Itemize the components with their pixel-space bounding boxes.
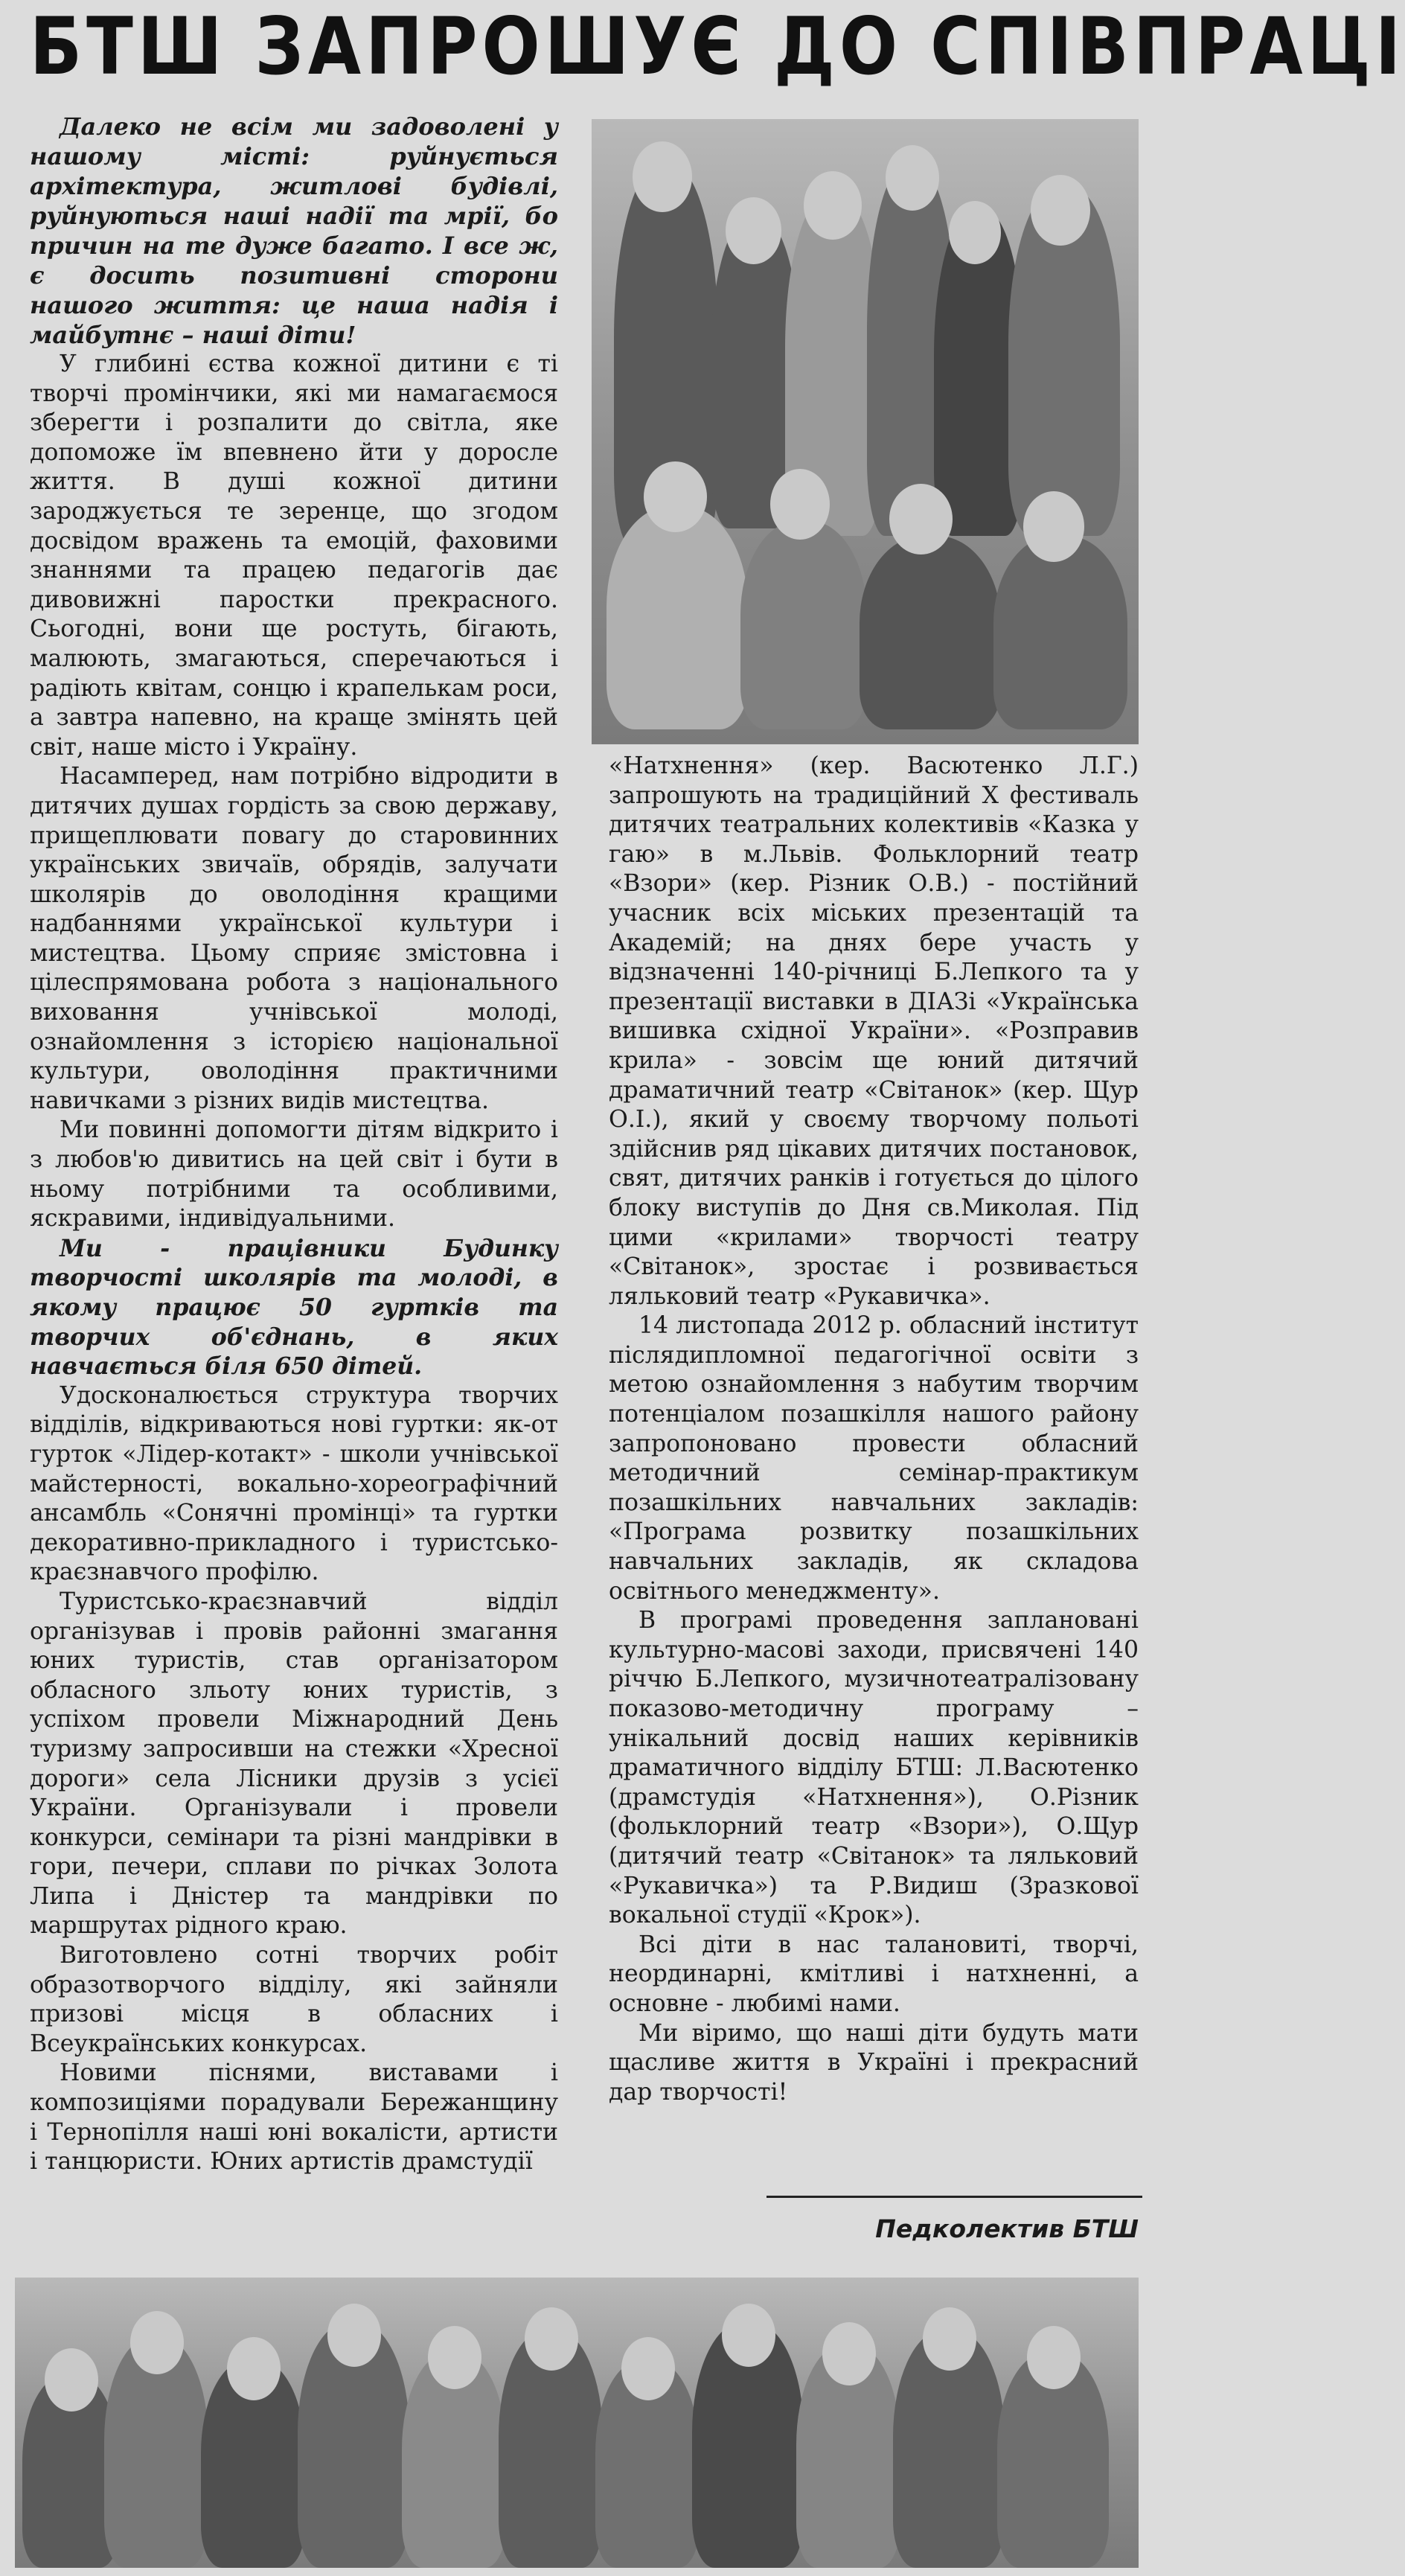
highlight-paragraph: Ми - працівники Будинку творчості школярів та молоді, в якому працює 50 гуртків та творчих об'єднань, в яких навчається біля 650 дітей. — [30, 1234, 558, 1381]
signature: Педколектив БТШ — [875, 2214, 1139, 2243]
headline: БТШ ЗАПРОШУЄ ДО СПІВПРАЦІ — [30, 1, 1405, 93]
paragraph: «Натхнення» (кер. Васютенко Л.Г.) запрошують на традиційний Х фестиваль дитячих театральних колективів «Казка у гаю» в м.Львів. Фольклорний театр «Взори» (кер. Різник О.В.) - постійний учасник всіх міських презентацій та Академій; на днях бере участь у відзначенні 140-річниці Б.Лепкого та у презентації виставки в ДІАЗі «Українська вишивка східної України». «Розправив крила» - зовсім ще юний дитячий драматичний театр «Світанок» (кер. Щур О.І.), який у своєму творчому польоті здійснив ряд цікавих дитячих постановок, свят, дитячих ранків і готується до цілого блоку виступів до Дня св.Миколая. Під цими «крилами» творчості театру «Світанок», зростає і розвивається ляльковий театр «Рукавичка». — [609, 752, 1139, 1310]
paragraph: Ми віримо, що наші діти будуть мати щасливе життя в Україні і прекрасний дар творчості! — [609, 2019, 1139, 2106]
paragraph: Новими піснями, виставами і композиціями порадували Бережанщину і Тернопілля наші юні вокалісти, артисти і танцюристи. Юних артистів драмстудії — [30, 2059, 558, 2176]
paragraph: Виготовлено сотні творчих робіт образотворчого відділу, які зайняли призові місця в обласних і Всеукраїнських конкурсах. — [30, 1942, 558, 2057]
group-photo-staff — [15, 2278, 1139, 2568]
paragraph: Ми повинні допомогти дітям відкрито і з любов'ю дивитись на цей світ і бути в ньому потрібними та особливими, яскравими, індивідуальними. — [30, 1116, 558, 1233]
paragraph: В програмі проведення заплановані культурно-масові заходи, присвячені 140 річчю Б.Лепкого, музичнотеатралізовану показово-методичну програму – унікальний досвід наших керівників драматичного відділу БТШ: Л.Васютенко (драмстудія «Натхнення»), О.Різник (фольклорний театр «Взори»), О.Щур (дитячий театр «Світанок» та ляльковий «Рукавичка») та Р.Видиш (Зразкової вокальної студії «Крок»). — [609, 1607, 1139, 1929]
paragraph: Туристсько-краєзнавчий відділ організував і провів районні змагання юних туристів, став організатором обласного зльоту юних туристів, з успіхом провели Міжнародний День туризму запросивши на стежки «Хресної дороги» села Лісники друзів з усієї України. Організували і провели конкурси, семінари та різні мандрівки в гори, печери, сплави по річках Золота Липа і Дністер та мандрівки по маршрутах рідного краю. — [30, 1588, 558, 1940]
paragraph: 14 листопада 2012 р. обласний інститут післядипломної педагогічної освіти з метою ознайомлення з набутим творчим потенціалом позашкілля нашого району запропоновано провести обласний методичний семінар-практикум позашкільних навчальних закладів: «Програма розвитку позашкільних навчальних закладів, як складова освітнього менеджменту». — [609, 1312, 1139, 1605]
paragraph: Всі діти в нас талановиті, творчі, неординарні, кмітливі і натхненні, а основне - любимі нами. — [609, 1931, 1139, 2017]
right-column — [609, 752, 1139, 2107]
group-photo-children — [592, 119, 1139, 744]
right-column-divider — [766, 2196, 1142, 2198]
paragraph: Насамперед, нам потрібно відродити в дитячих душах гордість за свою державу, прищеплювати повагу до старовинних українських звичаїв, обрядів, залучати школярів до оволодіння кращими надбаннями української культури і мистецтва. Цьому сприяє змістовна і цілеспрямована робота з національного виховання учнівської молоді, ознайомлення з історією національної культури, оволодіння практичними навичками з різних видів мистецтва. — [30, 763, 558, 1114]
left-column — [30, 112, 558, 2177]
paragraph: Удосконалюється структура творчих відділів, відкриваються нові гуртки: як-от гурток «Лідер-котакт» - школи учнівської майстерності, вокально-хореографічний ансамбль «Сонячні промінці» та гуртки декоративно-прикладного і туристсько-краєзнавчого профілю. — [30, 1381, 558, 1586]
lead-paragraph: Далеко не всім ми задоволені у нашому місті: руйнується архітектура, житлові будівлі, руйнуються наші надії та мрії, бо причин на те дуже багато. І все ж, є досить позитивні сторони нашого життя: це наша надія і майбутнє – наші діти! — [30, 112, 558, 349]
paragraph: У глибині єства кожної дитини є ті творчі промінчики, які ми намагаємося зберегти і розпалити до світла, яке допоможе їм впевнено йти у доросле життя. В душі кожної дитини зароджується те зеренце, що згодом досвідом вражень та емоцій, фаховими знаннями та працею педагогів дає дивовижні паростки прекрасного. Сьогодні, вони ще ростуть, бігають, малюють, змагаються, сперечаються і радіють квітам, сонцю і крапелькам роси, а завтра напевно, на краще змінять цей світ, наше місто і Україну. — [30, 351, 558, 761]
